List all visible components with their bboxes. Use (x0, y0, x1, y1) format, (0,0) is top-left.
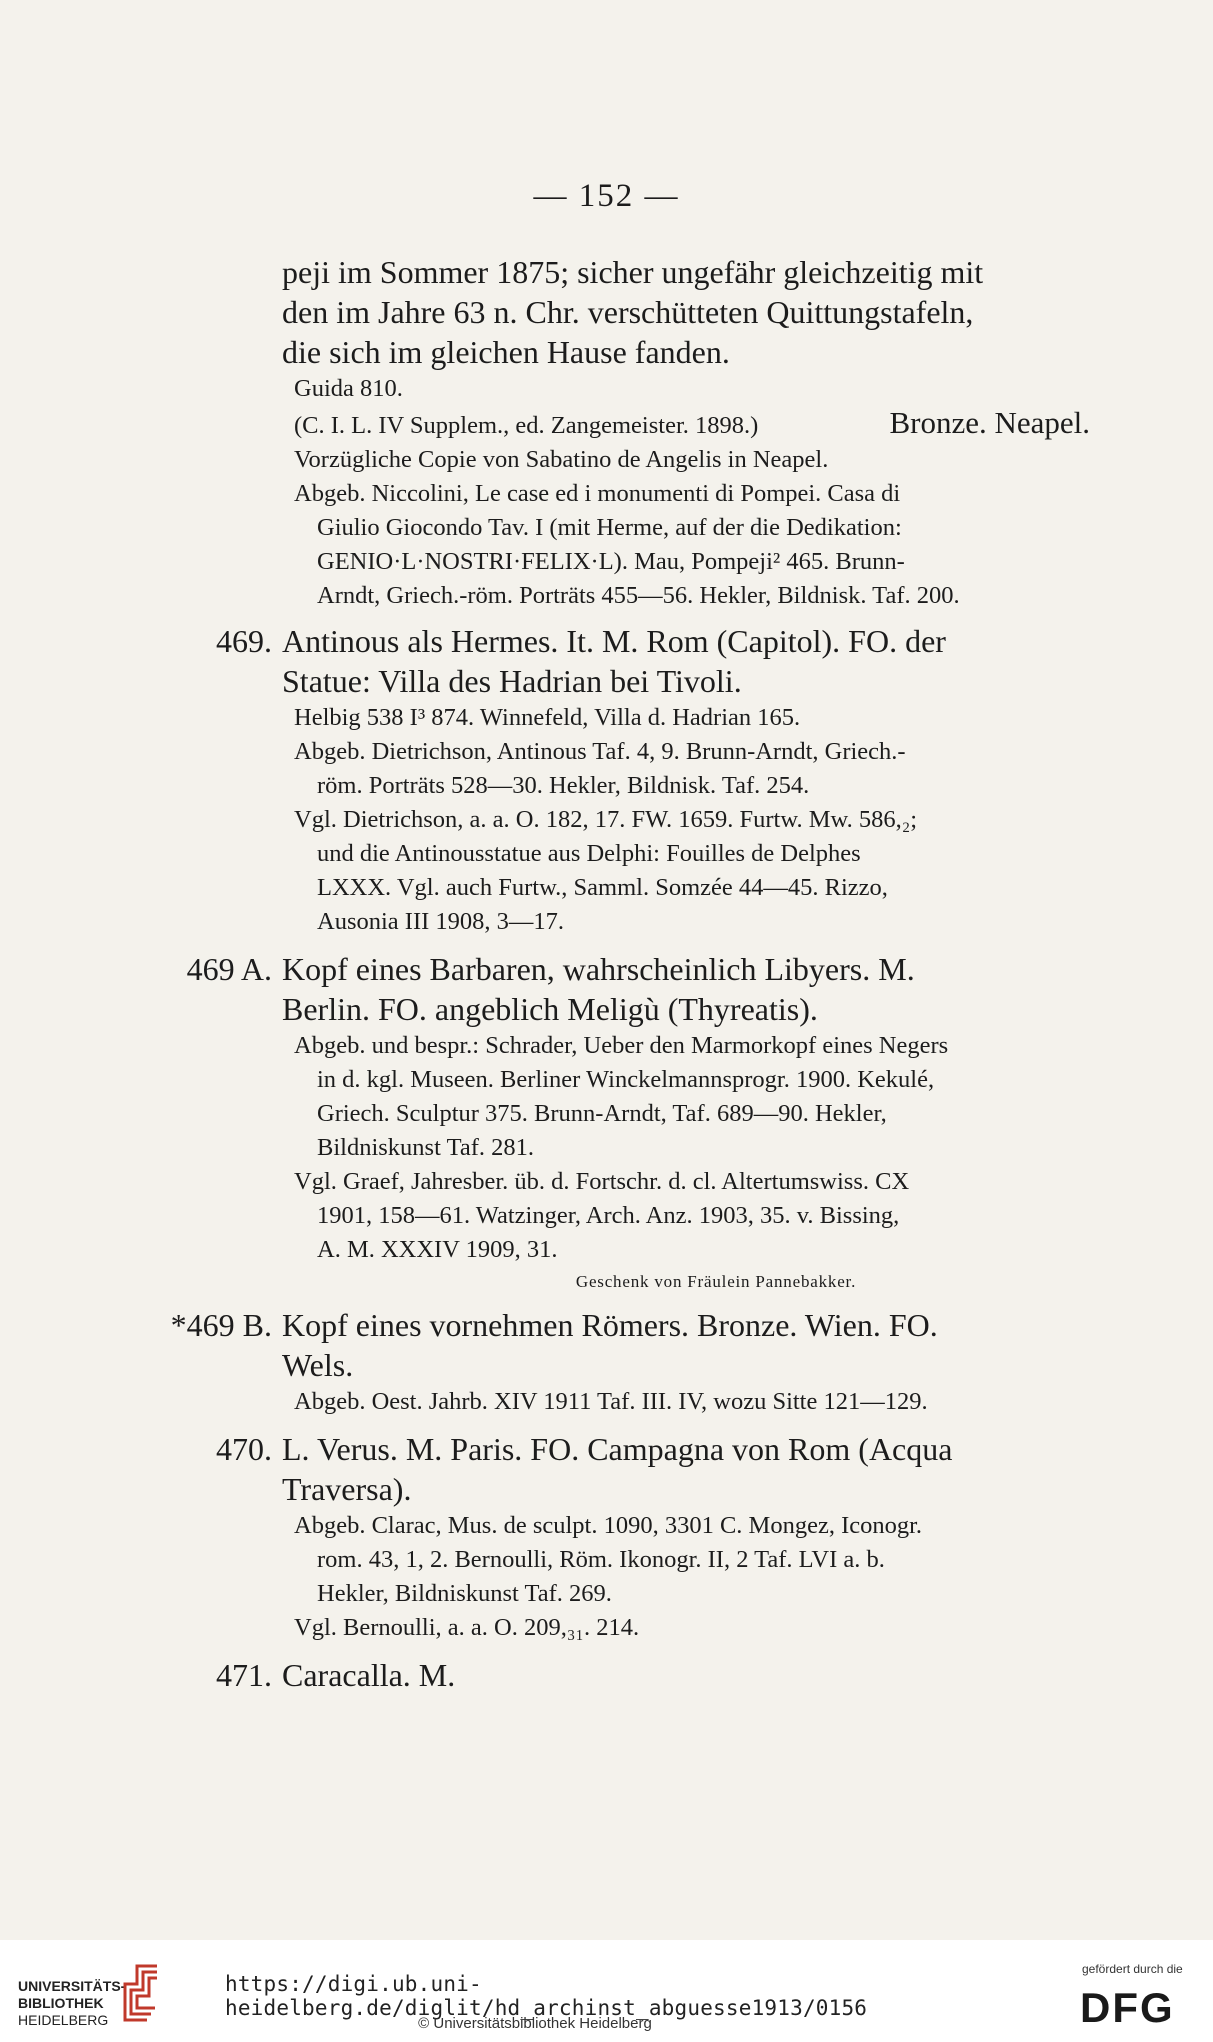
library-name (18, 1978, 125, 2029)
abgeb-line: GENIO·L·NOSTRI·FELIX·L). Mau, Pompeji² 465. Brunn- (317, 548, 905, 575)
entry-title-line: Wels. (282, 1347, 354, 1383)
entry-title: L. Verus. M. Paris. FO. Campagna von Rom (Acqua (282, 1431, 953, 1467)
reference-line: Vgl. Bernoulli, a. a. O. 209,₃₁. 214. (294, 1614, 640, 1641)
reference-line: Abgeb. Oest. Jahrb. XIV 1911 Taf. III. IV, wozu Sitte 121—129. (294, 1388, 928, 1415)
entry-number: *469 B. (170, 1307, 272, 1343)
entry-title-line (170, 1305, 1090, 1345)
copy-note: Vorzügliche Copie von Sabatino de Angelis in Neapel. (294, 446, 829, 473)
catalog-entry (216, 1655, 1090, 1695)
reference-line: A. M. XXXIV 1909, 31. (317, 1236, 558, 1263)
entry-title: Antinous als Hermes. It. M. Rom (Capitol). FO. der (282, 623, 946, 659)
reference-line: rom. 43, 1, 2. Bernoulli, Röm. Ikonogr. II, 2 Taf. LVI a. b. (317, 1546, 885, 1573)
entry-title-line: Berlin. FO. angeblich Meligù (Thyreatis). (282, 991, 818, 1027)
reference-line: Ausonia III 1908, 3—17. (317, 908, 565, 935)
entry-title-line (216, 1429, 1090, 1469)
reference-line: Helbig 538 I³ 874. Winnefeld, Villa d. Hadrian 165. (294, 704, 801, 731)
page-content (170, 252, 1090, 1695)
entry-title: Kopf eines Barbaren, wahrscheinlich Libyers. M. (282, 951, 915, 987)
catalog-entry (216, 1429, 1090, 1645)
university-library-logo-icon (117, 1962, 167, 2024)
reference-line: LXXX. Vgl. auch Furtw., Samml. Somzée 44—45. Rizzo, (317, 874, 888, 901)
library-line: HEIDELBERG (18, 2012, 109, 2028)
reference-line: in d. kgl. Museen. Berliner Winckelmannsprogr. 1900. Kekulé, (317, 1066, 935, 1093)
cil-reference (282, 406, 1090, 443)
entry-number: 469 A. (186, 951, 272, 987)
intro-line: peji im Sommer 1875; sicher ungefähr gleichzeitig mit (282, 254, 984, 290)
catalog-entry (170, 1305, 1090, 1419)
abgeb-line: Abgeb. Niccolini, Le case ed i monumenti di Pompei. Casa di (294, 480, 901, 507)
viewer-footer (0, 1940, 1213, 2042)
library-line: UNIVERSITÄTS- (18, 1978, 126, 1994)
abgeb-line: Arndt, Griech.-röm. Porträts 455—56. Hekler, Bildnisk. Taf. 200. (317, 582, 960, 609)
permalink-url[interactable]: https://digi.ub.uni-heidelberg.de/diglit/hd_archinst_abguesse1913/0156 (225, 1972, 868, 2020)
library-line: BIBLIOTHEK (18, 1995, 104, 2011)
entry-number: 469. (216, 623, 272, 659)
reference-line: Abgeb. und bespr.: Schrader, Ueber den Marmorkopf eines Negers (294, 1032, 949, 1059)
entry-number: 470. (216, 1431, 272, 1467)
entry-title: Kopf eines vornehmen Römers. Bronze. Wien. FO. (282, 1307, 938, 1343)
entry-title-line (186, 949, 1090, 989)
reference-line: Abgeb. Clarac, Mus. de sculpt. 1090, 3301 C. Mongez, Iconogr. (294, 1512, 923, 1539)
reference-line: Abgeb. Dietrichson, Antinous Taf. 4, 9. Brunn-Arndt, Griech.- (294, 738, 906, 765)
intro-line: den im Jahre 63 n. Chr. verschütteten Quittungstafeln, (282, 294, 974, 330)
dfg-logo: DFG (1080, 1984, 1175, 2031)
entry-title-line (216, 621, 1090, 661)
catalog-entry (216, 621, 1090, 939)
page-number: — 152 — (533, 178, 680, 214)
reference-line: 1901, 158—61. Watzinger, Arch. Anz. 1903, 35. v. Bissing, (317, 1202, 900, 1229)
entry-title: Caracalla. M. (282, 1657, 456, 1693)
entry-title-line (216, 1655, 1090, 1695)
reference-line: Vgl. Dietrichson, a. a. O. 182, 17. FW. 1659. Furtw. Mw. 586,₂; (294, 806, 918, 833)
material-location: Bronze. Neapel. (889, 405, 1090, 440)
funding-note: gefördert durch die (1082, 1962, 1183, 1976)
catalog-entry (186, 949, 1090, 1297)
abgeb-line: Giulio Giocondo Tav. I (mit Herme, auf der die Dedikation: (317, 514, 902, 541)
entry-number: 471. (216, 1657, 272, 1693)
copyright-notice: © Universitätsbibliothek Heidelberg (418, 2015, 652, 2032)
guida-reference: Guida 810. (294, 375, 403, 402)
intro-line: die sich im gleichen Hause fanden. (282, 334, 730, 370)
entry-title-line: Traversa). (282, 1471, 412, 1507)
gift-note: Geschenk von Fräulein Pannebakker. (575, 1272, 857, 1291)
cil-citation: (C. I. L. IV Supplem., ed. Zangemeister. 1898.) (294, 412, 759, 439)
reference-line: Hekler, Bildniskunst Taf. 269. (317, 1580, 612, 1607)
reference-line: Griech. Sculptur 375. Brunn-Arndt, Taf. 689—90. Hekler, (317, 1100, 887, 1127)
reference-line: Bildniskunst Taf. 281. (317, 1134, 534, 1161)
reference-line: Vgl. Graef, Jahresber. üb. d. Fortschr. d. cl. Altertumswiss. CX (294, 1168, 910, 1195)
entry-title-line: Statue: Villa des Hadrian bei Tivoli. (282, 663, 742, 699)
reference-line: und die Antinousstatue aus Delphi: Fouilles de Delphes (317, 840, 861, 867)
reference-line: röm. Porträts 528—30. Hekler, Bildnisk. Taf. 254. (317, 772, 810, 799)
